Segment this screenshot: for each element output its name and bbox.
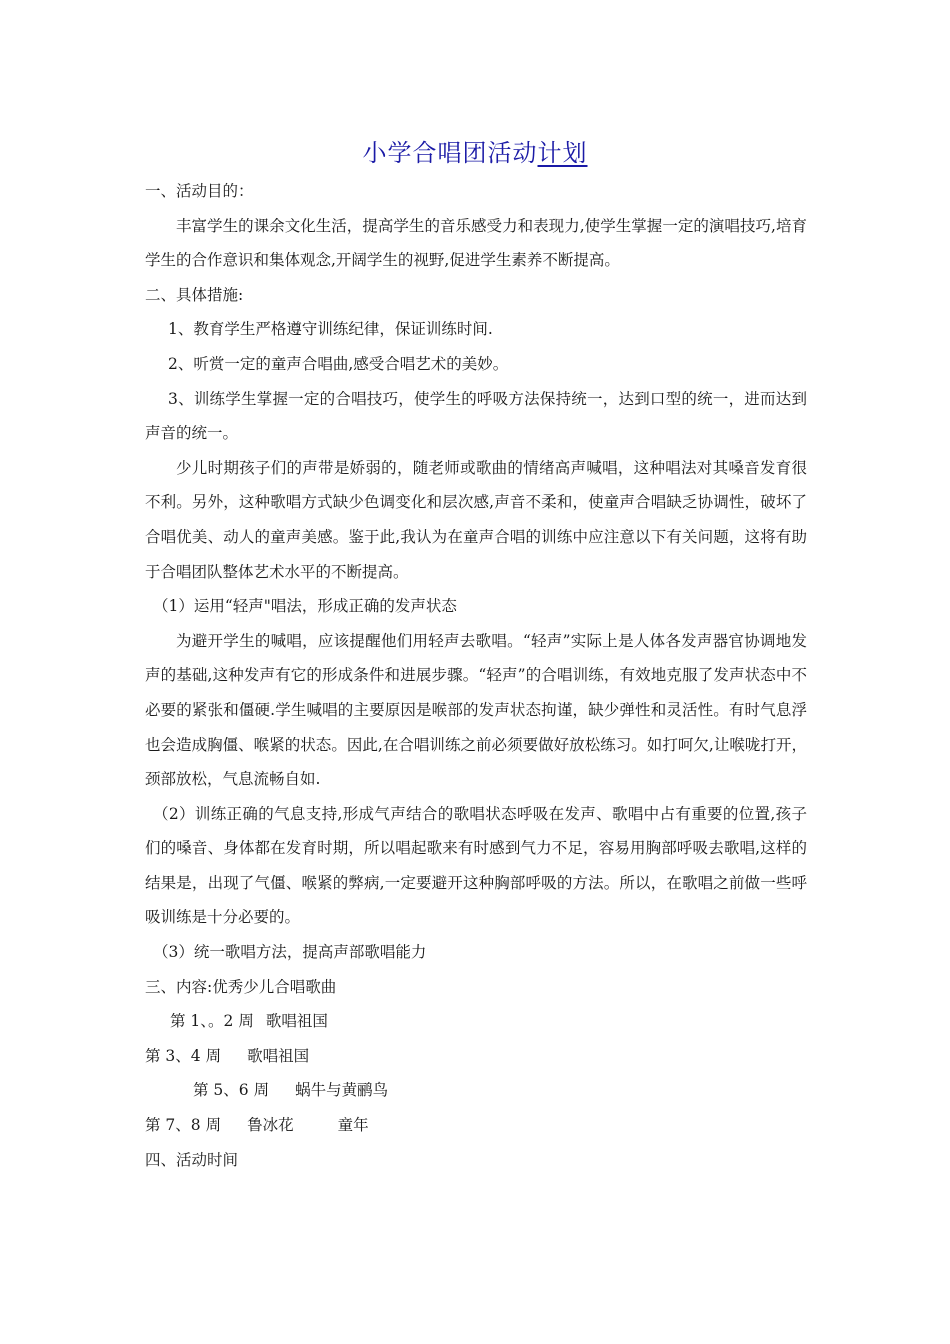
subheading-1: （1）运用“轻声"唱法，形成正确的发声状态 bbox=[153, 597, 457, 616]
subheading-3: （3）统一歌唱方法，提高声部歌唱能力 bbox=[153, 943, 427, 962]
intro-paragraph: 少儿时期孩子们的声带是娇弱的，随老师或歌曲的情绪高声喊唱，这种唱法对其嗓音发育很不利。另外，这种歌唱方式缺少色调变化和层次感,声音不柔和，使童声合唱缺乏协调性，破坏了合唱优美、动人的童声美感。鉴于此,我认为在童声合唱的训练中应注意以下有关问题，这将有助于合唱团队整体艺术水平的不断提高。 bbox=[145, 458, 807, 581]
measure-3: 3、训练学生掌握一定的合唱技巧，使学生的呼吸方法保持统一，达到口型的统一，进而达到声音的统一。 bbox=[145, 389, 807, 443]
section-3-heading: 三、内容:优秀少儿合唱歌曲 bbox=[145, 977, 337, 996]
week-label: 第 7、8 周 bbox=[145, 1116, 222, 1135]
song-title: 歌唱祖国 bbox=[247, 1046, 310, 1065]
song-title: 歌唱祖国 bbox=[265, 1012, 328, 1031]
title-main: 小学合唱团活动 bbox=[362, 139, 538, 167]
week-row-1 bbox=[145, 1004, 807, 1039]
subheading-2-paragraph: （2）训练正确的气息支持,形成气声结合的歌唱状态呼吸在发声、歌唱中占有重要的位置,孩子们的嗓音、身体都在发育时期，所以唱起歌来有时感到气力不足，容易用胸部呼吸去歌唱,这样的结果是，出现了气僵、喉紧的弊病,一定要避开这种胸部呼吸的方法。所以，在歌唱之前做一些呼吸训练是十分必要的。 bbox=[145, 804, 807, 927]
section-2-heading: 二、具体措施: bbox=[145, 285, 244, 304]
document-title bbox=[0, 133, 950, 168]
week-row-2 bbox=[145, 1039, 807, 1074]
section-1-heading: 一、活动目的： bbox=[145, 182, 254, 200]
title-underlined: 计划 bbox=[537, 139, 588, 167]
section-4-heading: 四、活动时间 bbox=[145, 1150, 239, 1169]
week-row-3 bbox=[145, 1073, 807, 1108]
week-row-4 bbox=[145, 1108, 807, 1143]
subheading-1-paragraph: 为避开学生的喊唱，应该提醒他们用轻声去歌唱。“轻声”实际上是人体各发声器官协调地发声的基础,这种发声有它的形成条件和进展步骤。“轻声”的合唱训练，有效地克服了发声状态中不必要的紧张和僵硬.学生喊唱的主要原因是喉部的发声状态拘谨，缺少弹性和灵活性。有时气息浮也会造成胸僵、喉紧的状态。因此,在合唱训练之前必须要做好放松练习。如打呵欠,让喉咙打开，颈部放松，气息流畅自如. bbox=[145, 631, 807, 789]
measure-2: 2、听赏一定的童声合唱曲,感受合唱艺术的美妙。 bbox=[168, 354, 509, 373]
song-title: 鲁冰花 bbox=[247, 1116, 294, 1135]
week-label: 第 5、6 周 bbox=[193, 1081, 270, 1100]
week-label: 第 3、4 周 bbox=[145, 1046, 222, 1065]
song-title-2: 童年 bbox=[337, 1116, 369, 1135]
section-1-paragraph: 丰富学生的课余文化生活，提高学生的音乐感受力和表现力,使学生掌握一定的演唱技巧,培育学生的合作意识和集体观念,开阔学生的视野,促进学生素养不断提高。 bbox=[145, 216, 807, 270]
document-body bbox=[145, 174, 807, 1177]
measure-1: 1、教育学生严格遵守训练纪律，保证训练时间. bbox=[168, 320, 493, 339]
song-title: 蜗牛与黄鹂鸟 bbox=[295, 1081, 389, 1100]
week-label: 第 1、。2 周 bbox=[170, 1012, 254, 1031]
